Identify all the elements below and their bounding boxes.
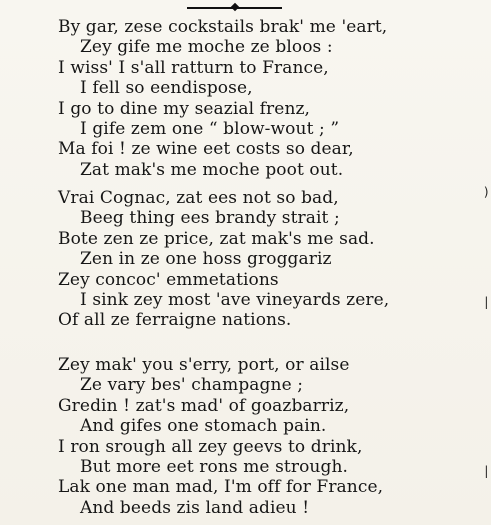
poem-line: I fell so eendispose, (80, 78, 253, 99)
poem-line: Zey gife me moche ze bloos : (80, 37, 333, 58)
poem-line: Beeg thing ees brandy strait ; (80, 208, 340, 229)
margin-mark: | (482, 464, 490, 478)
poem-line: Zey mak' you s'erry, port, or ailse (58, 355, 350, 375)
stanza-2 (0, 188, 470, 331)
ornamental-rule (187, 2, 282, 14)
poem-line: And gifes one stomach pain. (80, 416, 327, 437)
stanza-3 (0, 355, 470, 518)
poem-line: Of all ze ferraigne nations. (58, 310, 292, 331)
margin-mark: ) (482, 185, 490, 199)
poem-line: I gife zem one “ blow-wout ; ” (80, 118, 340, 139)
poem-line: I sink zey most 'ave vineyards zere, (80, 289, 390, 310)
diamond-ornament-icon (231, 3, 239, 11)
poem-line: Zen in ze one hoss groggariz (80, 249, 332, 270)
right-margin-marks (481, 0, 491, 525)
poem-line: Zat mak's me moche poot out. (80, 159, 344, 180)
poem-line: Zey concoc' emmetations (58, 269, 279, 290)
poem-line: And beeds zis land adieu ! (80, 497, 310, 518)
poem-line: I go to dine my seazial frenz, (58, 98, 311, 119)
poem-line: Lak one man mad, I'm off for France, (58, 477, 384, 498)
poem-line: But more eet rons me strough. (80, 456, 349, 477)
poem-line: Ma foi ! ze wine eet costs so dear, (58, 139, 354, 160)
poem-line: Ze vary bes' champagne ; (80, 375, 304, 396)
poem-line: Bote zen ze price, zat mak's me sad. (58, 228, 375, 249)
poem-line: Vrai Cognac, zat ees not so bad, (58, 188, 339, 208)
poem-line: Gredin ! zat's mad' of goazbarriz, (58, 395, 350, 416)
margin-mark: | (482, 295, 490, 309)
poem-body (0, 17, 470, 522)
stanza-1 (0, 17, 470, 180)
poem-line: By gar, zese cockstails brak' me 'eart, (58, 17, 388, 37)
poem-line: I ron srough all zey geevs to drink, (58, 436, 363, 457)
poem-line: I wiss' I s'all ratturn to France, (58, 57, 329, 78)
